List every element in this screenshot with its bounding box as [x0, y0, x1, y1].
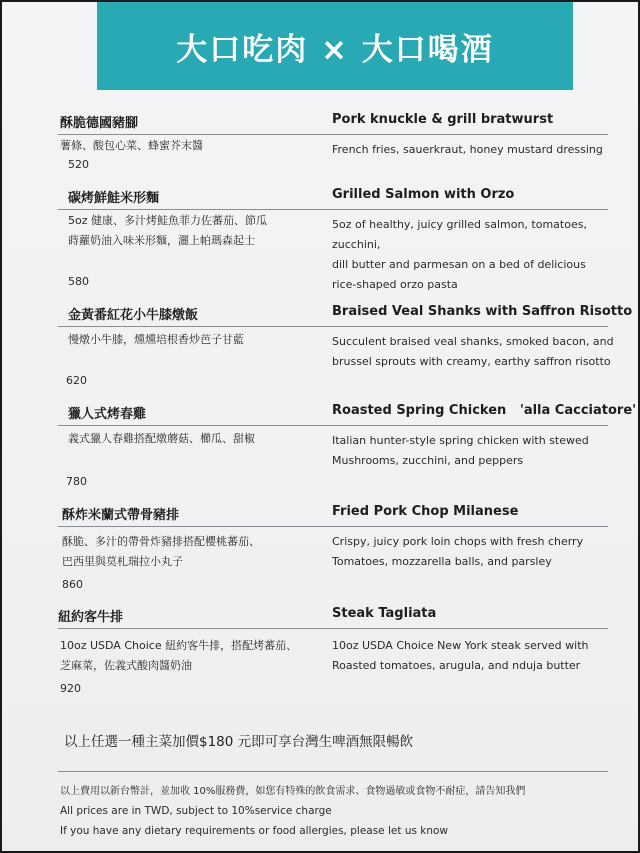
item-desc-en [332, 636, 622, 676]
item-desc-en [332, 332, 622, 372]
item-desc-zh [60, 636, 310, 676]
item-desc-zh [60, 136, 310, 156]
item-divider [58, 628, 608, 629]
title-banner [97, 2, 573, 90]
item-name-zh: 金黃番紅花小牛膝燉飯 [68, 308, 199, 323]
item-name-zh: 酥炸米蘭式帶骨豬排 [62, 508, 180, 523]
desc-line: dill butter and parmesan on a bed of delicious [332, 258, 586, 271]
desc-line: Crispy, juicy pork loin chops with fresh cherry [332, 535, 584, 548]
desc-line: 10oz USDA Choice 紐約客牛排，搭配烤蕃茄、 [60, 639, 298, 652]
item-price: 860 [62, 578, 83, 591]
desc-line: 芝麻菜，佐義式酸肉醬奶油 [60, 659, 192, 672]
item-divider [58, 134, 608, 135]
item-name-zh: 獵人式烤春雞 [68, 407, 147, 422]
item-name-zh: 碳烤鮮鮭米形麵 [68, 191, 160, 206]
item-name-zh: 紐約客牛排 [58, 610, 124, 625]
desc-line: French fries, sauerkraut, honey mustard dressing [332, 143, 603, 156]
item-desc-zh [68, 211, 318, 251]
item-name-en: Grilled Salmon with Orzo [332, 187, 515, 202]
item-name-en: Braised Veal Shanks with Saffron Risotto [332, 304, 633, 319]
menu-page [2, 2, 638, 851]
desc-line: brussel sprouts with creamy, earthy saffron risotto [332, 355, 611, 368]
footer-allergy-note: If you have any dietary requirements or food allergies, please let us know [60, 825, 449, 837]
item-name-en: Fried Pork Chop Milanese [332, 504, 519, 519]
desc-line: 酥脆、多汁的帶骨炸豬排搭配櫻桃蕃茄、 [62, 535, 260, 548]
desc-line: Tomatoes, mozzarella balls, and parsley [332, 555, 552, 568]
item-desc-en [332, 431, 622, 471]
item-desc-zh [68, 330, 318, 350]
desc-line: 慢燉小牛膝，燻燻培根香炒芭子甘藍 [68, 333, 244, 346]
item-name-zh: 酥脆德國豬腳 [60, 116, 139, 131]
item-desc-en [332, 215, 622, 295]
desc-line: 巴西里與莫札瑞拉小丸子 [62, 555, 183, 568]
item-divider [58, 526, 608, 527]
item-divider [58, 209, 608, 210]
desc-line: 義式獵人春雞搭配燉蘑菇、櫛瓜、甜椒 [68, 432, 255, 445]
desc-line: rice-shaped orzo pasta [332, 278, 458, 291]
item-desc-en [332, 532, 622, 572]
item-desc-en [332, 140, 622, 160]
desc-line: 5oz of healthy, juicy grilled salmon, tomatoes, zucchini, [332, 218, 587, 251]
desc-line: 10oz USDA Choice New York steak served with [332, 639, 589, 652]
beer-promo-note: 以上任選一種主菜加價$180 元即可享台灣生啤酒無限暢飲 [64, 734, 414, 750]
item-price: 780 [66, 475, 87, 488]
desc-line: Italian hunter-style spring chicken with stewed [332, 434, 589, 447]
footer-divider [58, 771, 608, 772]
desc-line: 5oz 健康、多汁烤鮭魚菲力佐蕃茄、節瓜 [68, 214, 267, 227]
item-name-en: Roasted Spring Chicken 'alla Cacciatore' [332, 403, 637, 418]
item-price: 520 [68, 158, 89, 171]
footer-price-note: All prices are in TWD, subject to 10%service charge [60, 805, 332, 817]
item-divider [58, 425, 608, 426]
item-price: 620 [66, 374, 87, 387]
item-divider [58, 326, 608, 327]
item-price: 920 [60, 682, 81, 695]
desc-line: 薯條、酸包心菜、蜂蜜芥末醬 [60, 139, 203, 152]
item-desc-zh [68, 429, 318, 449]
item-name-en: Steak Tagliata [332, 606, 437, 621]
desc-line: Succulent braised veal shanks, smoked bacon, and [332, 335, 614, 348]
desc-line: Roasted tomatoes, arugula, and nduja butter [332, 659, 581, 672]
menu-title: 大口吃肉 × 大口喝酒 [176, 31, 494, 68]
desc-line: Mushrooms, zucchini, and peppers [332, 454, 524, 467]
desc-line: 蒔蘿奶油入味米形麵，灑上帕瑪森起士 [68, 234, 255, 247]
item-price: 580 [68, 275, 89, 288]
item-name-en: Pork knuckle & grill bratwurst [332, 112, 554, 127]
item-desc-zh [62, 532, 312, 572]
footer-zh-note: 以上費用以新台幣計，並加收 10%服務費，如您有特殊的飲食需求、食物過敏或食物不耐症，請告知我們 [60, 786, 526, 797]
